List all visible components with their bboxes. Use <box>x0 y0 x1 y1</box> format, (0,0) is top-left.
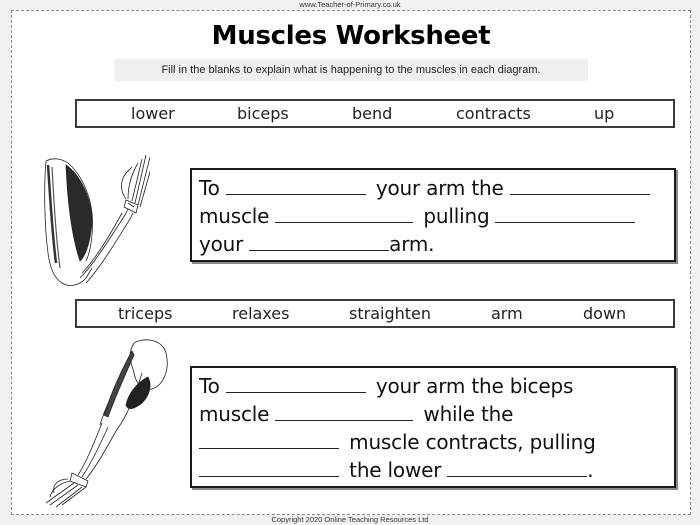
word-bank-item: lower <box>131 104 175 123</box>
blank-field[interactable] <box>226 375 366 393</box>
sentence-text: pulling <box>423 204 490 228</box>
word-bank-item: straighten <box>349 304 431 323</box>
blank-field[interactable] <box>275 403 413 421</box>
word-bank-item: triceps <box>118 304 173 323</box>
page-title: Muscles Worksheet <box>211 21 491 51</box>
blank-field[interactable] <box>510 177 650 195</box>
blank-field[interactable] <box>199 431 339 449</box>
sentence-text: arm. <box>389 232 435 256</box>
word-bank-item: down <box>583 304 627 323</box>
word-bank-item: bend <box>352 104 393 123</box>
word-bank-2 <box>75 299 675 328</box>
word-bank-item: biceps <box>237 104 289 123</box>
blank-field[interactable] <box>249 233 389 251</box>
bent-arm-muscle-diagram-icon <box>40 143 150 293</box>
sentence-text: muscle <box>199 402 270 426</box>
worksheet-page <box>11 10 691 515</box>
blank-field[interactable] <box>447 459 587 477</box>
word-bank-1 <box>75 99 675 128</box>
fill-in-sentence-box-1 <box>190 168 676 262</box>
sentence-text: muscle contracts, pulling <box>349 430 596 454</box>
copyright-footer: Copyright 2020 Online Teaching Resources Ltd <box>271 515 429 524</box>
blank-field[interactable] <box>199 459 339 477</box>
sentence-text: the lower <box>349 458 442 482</box>
word-bank-item: relaxes <box>232 304 290 323</box>
sentence-text: To <box>199 374 220 398</box>
word-bank-item: up <box>594 104 615 123</box>
sentence-text: your <box>199 232 244 256</box>
sentence-text: while the <box>423 402 514 426</box>
blank-field[interactable] <box>495 205 635 223</box>
fill-in-sentence-box-2 <box>190 366 676 488</box>
sentence-text: your arm the <box>375 176 504 200</box>
word-bank-item: contracts <box>456 104 531 123</box>
sentence-text: To <box>199 176 220 200</box>
blank-field[interactable] <box>226 177 366 195</box>
sentence-text: your arm the biceps <box>375 374 574 398</box>
site-url: www.Teacher-of-Primary.co.uk <box>299 0 401 9</box>
straight-arm-muscle-diagram-icon <box>24 333 174 508</box>
instruction-text: Fill in the blanks to explain what is happening to the muscles in each diagram. <box>114 59 588 81</box>
word-bank-item: arm <box>491 304 523 323</box>
sentence-text: muscle <box>199 204 270 228</box>
sentence-text: . <box>587 458 594 482</box>
blank-field[interactable] <box>275 205 413 223</box>
